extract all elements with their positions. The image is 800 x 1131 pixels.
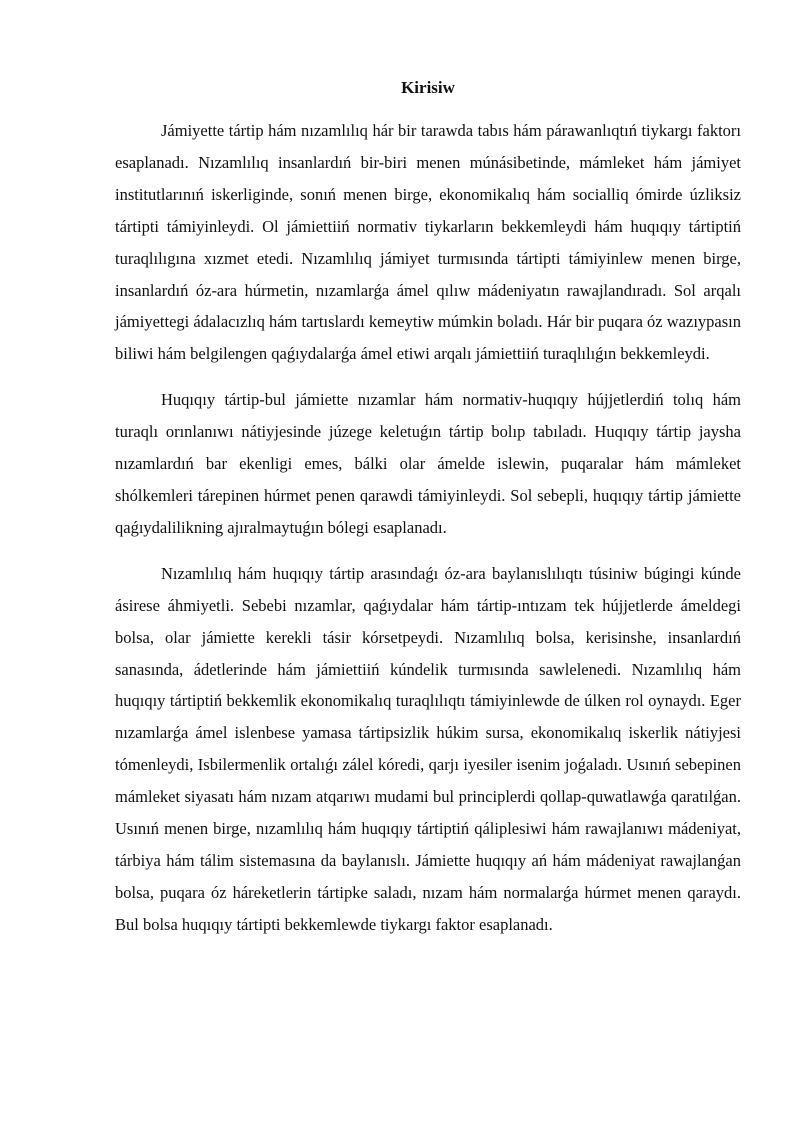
paragraph: Huqıqıy tártip-bul jámiette nızamlar hám normativ-huqıqıy hújjetlerdiń tolıq hám turaqlı orınlanıwı nátiyjesinde júzege keletuǵın tártip bolıp tabıladı. Huqıqıy tártip jaysha nızamlardıń bar ekenligi emes, bálki olar ámelde islewin, puqaralar hám mámleket shólkemleri tárepinen húrmet penen qarawdi támiyinleydi. Sol sebepli, huqıqıy tártip jámiette qaǵıydalilikning ajıralmaytuǵın bólegi esaplanadı. <box>115 390 741 537</box>
document-title: Kirisiw <box>401 78 455 97</box>
paragraph: Jámiyette tártip hám nızamlılıq hár bir tarawda tabıs hám párawanlıqtıń tiykargı faktorı esaplanadı. Nızamlılıq insanlardıń bir-biri menen múnásibetinde, mámleket hám jámiyet institutlarınıń iskerliginde, sonıń menen birge, ekonomikalıq hám socialliq ómirde úzliksiz tártipti támiyinleydi. Ol jámiettiiń normativ tiykarların bekkemleydi hám huqıqıy tártiptiń turaqlılıgına xızmet etedi. Nızamlılıq jámiyet turmısında tártipti támiyinlew menen birge, insanlardıń óz-ara húrmetin, nızamlarǵa ámel qılıw mádeniyatın rawajlandıradı. Sol arqalı jámiyettegi ádalacızlıq hám tartıslardı kemeytiw múmkin boladı. Hár bir puqara óz wazıypasın biliwi hám belgilengen qaǵıydalarǵa ámel etiwi arqalı jámiettiiń turaqlılıǵın bekkemleydi. <box>115 121 741 364</box>
paragraph: Nızamlılıq hám huqıqıy tártip arasındaǵı óz-ara baylanıslılıqtı túsiniw búgingi kúnde ásirese áhmiyetli. Sebebi nızamlar, qaǵıydalar hám tártip-ıntızam tek hújjetlerde ámeldegi bolsa, olar jámiette kerekli tásir kórsetpeydi. Nızamlılıq bolsa, kerisinshe, insanlardıń sanasında, ádetlerinde hám jámiettiiń kúndelik turmısında sawlelenedi. Nızamlılıq hám huqıqıy tártiptiń bekkemlik ekonomikalıq turaqlılıqtı támiyinlewde de úlken rol oynaydı. Eger nızamlarǵa ámel islenbese yamasa tártipsizlik húkim sursa, ekonomikalıq iskerlik nátiyjesi tómenleydi, Isbilermenlik ortalıǵı zálel kóredi, qarjı iyesiler isenim joǵaladı. Usınıń sebepinen mámleket siyasatı hám nızam atqarıwı mudami bul principlerdi qollap-quwatlawǵa qaratılǵan. Usınıń menen birge, nızamlılıq hám huqıqıy tártiptiń qáliplesiwi hám rawajlanıwı mádeniyat, tárbiya hám tálim sistemasına da baylanıslı. Jámiette huqıqıy ań hám mádeniyat rawajlanǵan bolsa, puqara óz háreketlerin tártipke saladı, nızam hám normalarǵa húrmet menen qaraydı. Bul bolsa huqıqıy tártipti bekkemlewde tiykargı faktor esaplanadı. <box>115 563 741 934</box>
document-body <box>115 74 741 941</box>
